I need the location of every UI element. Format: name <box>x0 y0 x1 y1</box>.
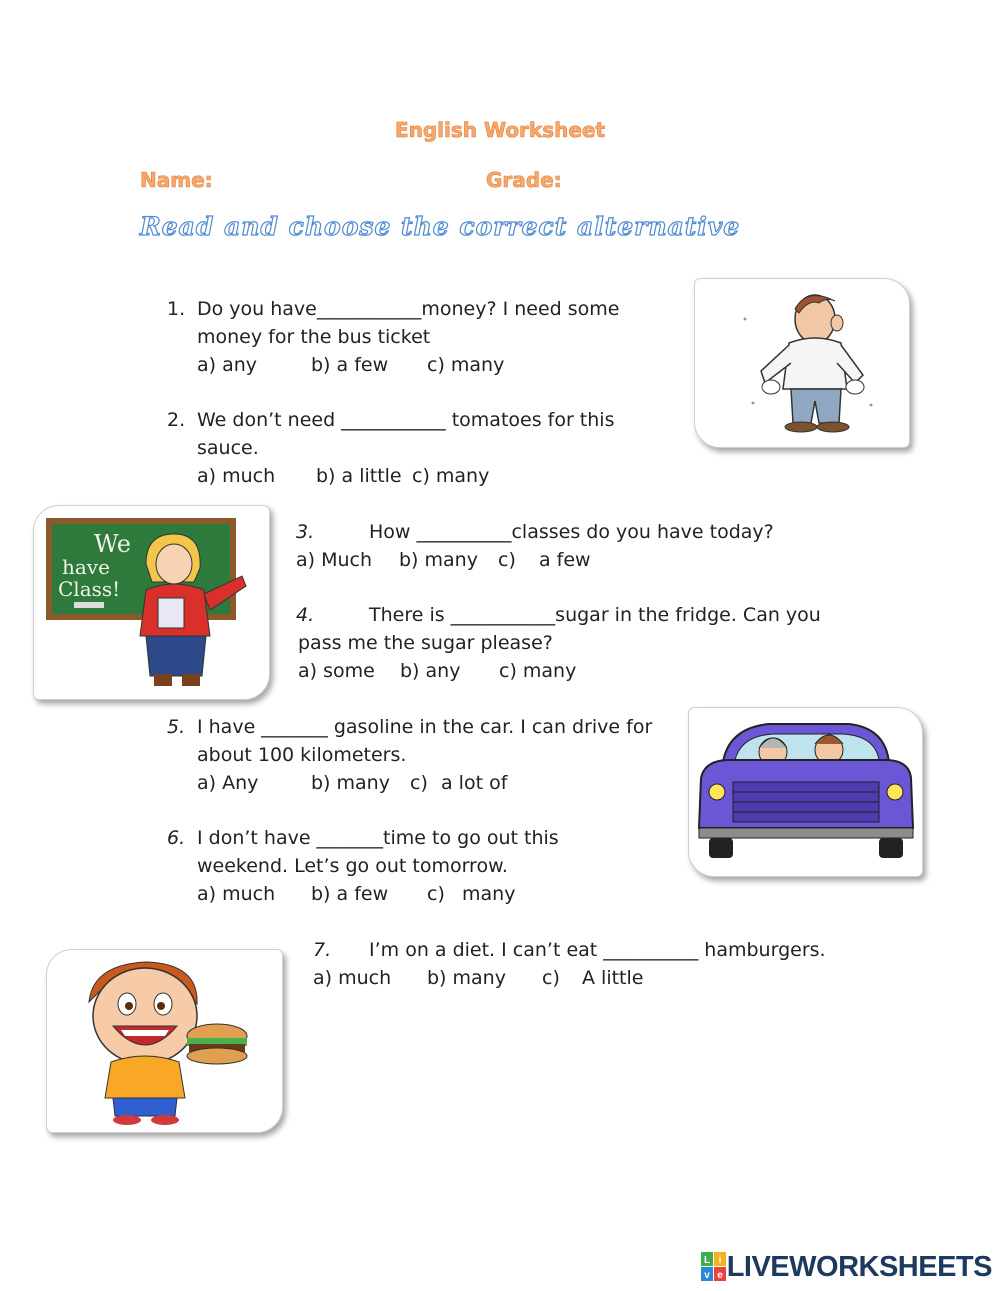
option-b[interactable]: b) any <box>400 660 461 682</box>
question-text: I’m on a diet. I can’t eat __________ hamburgers. <box>369 939 826 961</box>
option-b[interactable]: b) many <box>311 772 390 794</box>
option-c-text[interactable]: A little <box>582 967 644 989</box>
name-label: Name: <box>140 168 213 192</box>
question-3 <box>296 518 774 574</box>
logo-tiles-icon <box>701 1252 727 1282</box>
question-text: How __________classes do you have today? <box>369 521 774 543</box>
logo-tile-letter: L <box>703 1255 710 1266</box>
question-text: I don’t have _______time to go out this <box>197 827 559 849</box>
option-c[interactable]: c) <box>542 967 560 989</box>
teacher-illustration <box>34 506 269 699</box>
option-c[interactable]: c) many <box>427 354 505 376</box>
boy-illustration <box>47 950 282 1132</box>
option-b[interactable]: b) a few <box>311 354 389 376</box>
grade-label: Grade: <box>486 168 562 192</box>
image-car-people <box>688 707 923 877</box>
man-illustration <box>695 279 909 447</box>
logo-tile-letter: e <box>716 1270 723 1281</box>
option-c-text[interactable]: a few <box>539 549 591 571</box>
option-b[interactable]: b) many <box>427 967 506 989</box>
option-b[interactable]: b) a little <box>316 465 402 487</box>
option-b[interactable]: b) many <box>399 549 478 571</box>
question-number: 1. <box>167 298 186 320</box>
logo-text: LIVEWORKSHEETS <box>726 1250 992 1283</box>
question-number: 7. <box>313 939 332 961</box>
question-text: weekend. Let’s go out tomorrow. <box>197 855 508 877</box>
option-c[interactable]: c) many <box>499 660 577 682</box>
blackboard-word-2: have <box>62 555 110 579</box>
blackboard-word-1: We <box>94 530 131 558</box>
question-number: 2. <box>167 409 186 431</box>
question-text: pass me the sugar please? <box>298 632 553 654</box>
option-c[interactable]: c) <box>427 883 445 905</box>
image-man-empty-pockets <box>694 278 910 448</box>
image-teacher-blackboard <box>33 505 270 700</box>
question-number: 3. <box>296 521 315 543</box>
logo-tile-letter: v <box>703 1270 710 1281</box>
question-text: We don’t need ___________ tomatoes for this <box>197 409 615 431</box>
question-text: about 100 kilometers. <box>197 744 407 766</box>
question-2 <box>167 406 614 490</box>
worksheet-title: English Worksheet <box>394 118 606 142</box>
image-boy-hamburger <box>46 949 283 1133</box>
question-text: Do you have___________money? I need some <box>197 298 620 320</box>
question-4 <box>296 601 821 685</box>
question-text: money for the bus ticket <box>197 326 431 348</box>
option-a[interactable]: a) some <box>298 660 375 682</box>
option-b[interactable]: b) a few <box>311 883 389 905</box>
instruction-heading: Read and choose the correct alternative <box>140 212 741 241</box>
option-a[interactable]: a) much <box>197 883 276 905</box>
option-c-text[interactable]: a lot of <box>441 772 508 794</box>
question-1 <box>167 295 619 379</box>
logo-tile-letter: i <box>718 1255 722 1266</box>
option-a[interactable]: a) Any <box>197 772 259 794</box>
option-c[interactable]: c) <box>498 549 516 571</box>
option-c[interactable]: c) many <box>412 465 490 487</box>
question-text: There is ___________sugar in the fridge. Can you <box>369 604 821 626</box>
option-a[interactable]: a) much <box>313 967 392 989</box>
option-a[interactable]: a) any <box>197 354 258 376</box>
question-text: I have _______ gasoline in the car. I can drive for <box>197 716 653 738</box>
option-a[interactable]: a) Much <box>296 549 373 571</box>
option-c[interactable]: c) <box>410 772 428 794</box>
option-a[interactable]: a) much <box>197 465 276 487</box>
liveworksheets-logo[interactable] <box>701 1249 992 1285</box>
question-5 <box>167 713 652 797</box>
blackboard-word-3: Class! <box>58 577 121 601</box>
question-6 <box>167 824 559 908</box>
question-text: sauce. <box>197 437 259 459</box>
question-number: 4. <box>296 604 315 626</box>
question-number: 6. <box>167 827 186 849</box>
question-number: 5. <box>167 716 186 738</box>
option-c-text[interactable]: many <box>462 883 516 905</box>
question-7 <box>313 936 826 992</box>
car-illustration <box>689 708 922 876</box>
